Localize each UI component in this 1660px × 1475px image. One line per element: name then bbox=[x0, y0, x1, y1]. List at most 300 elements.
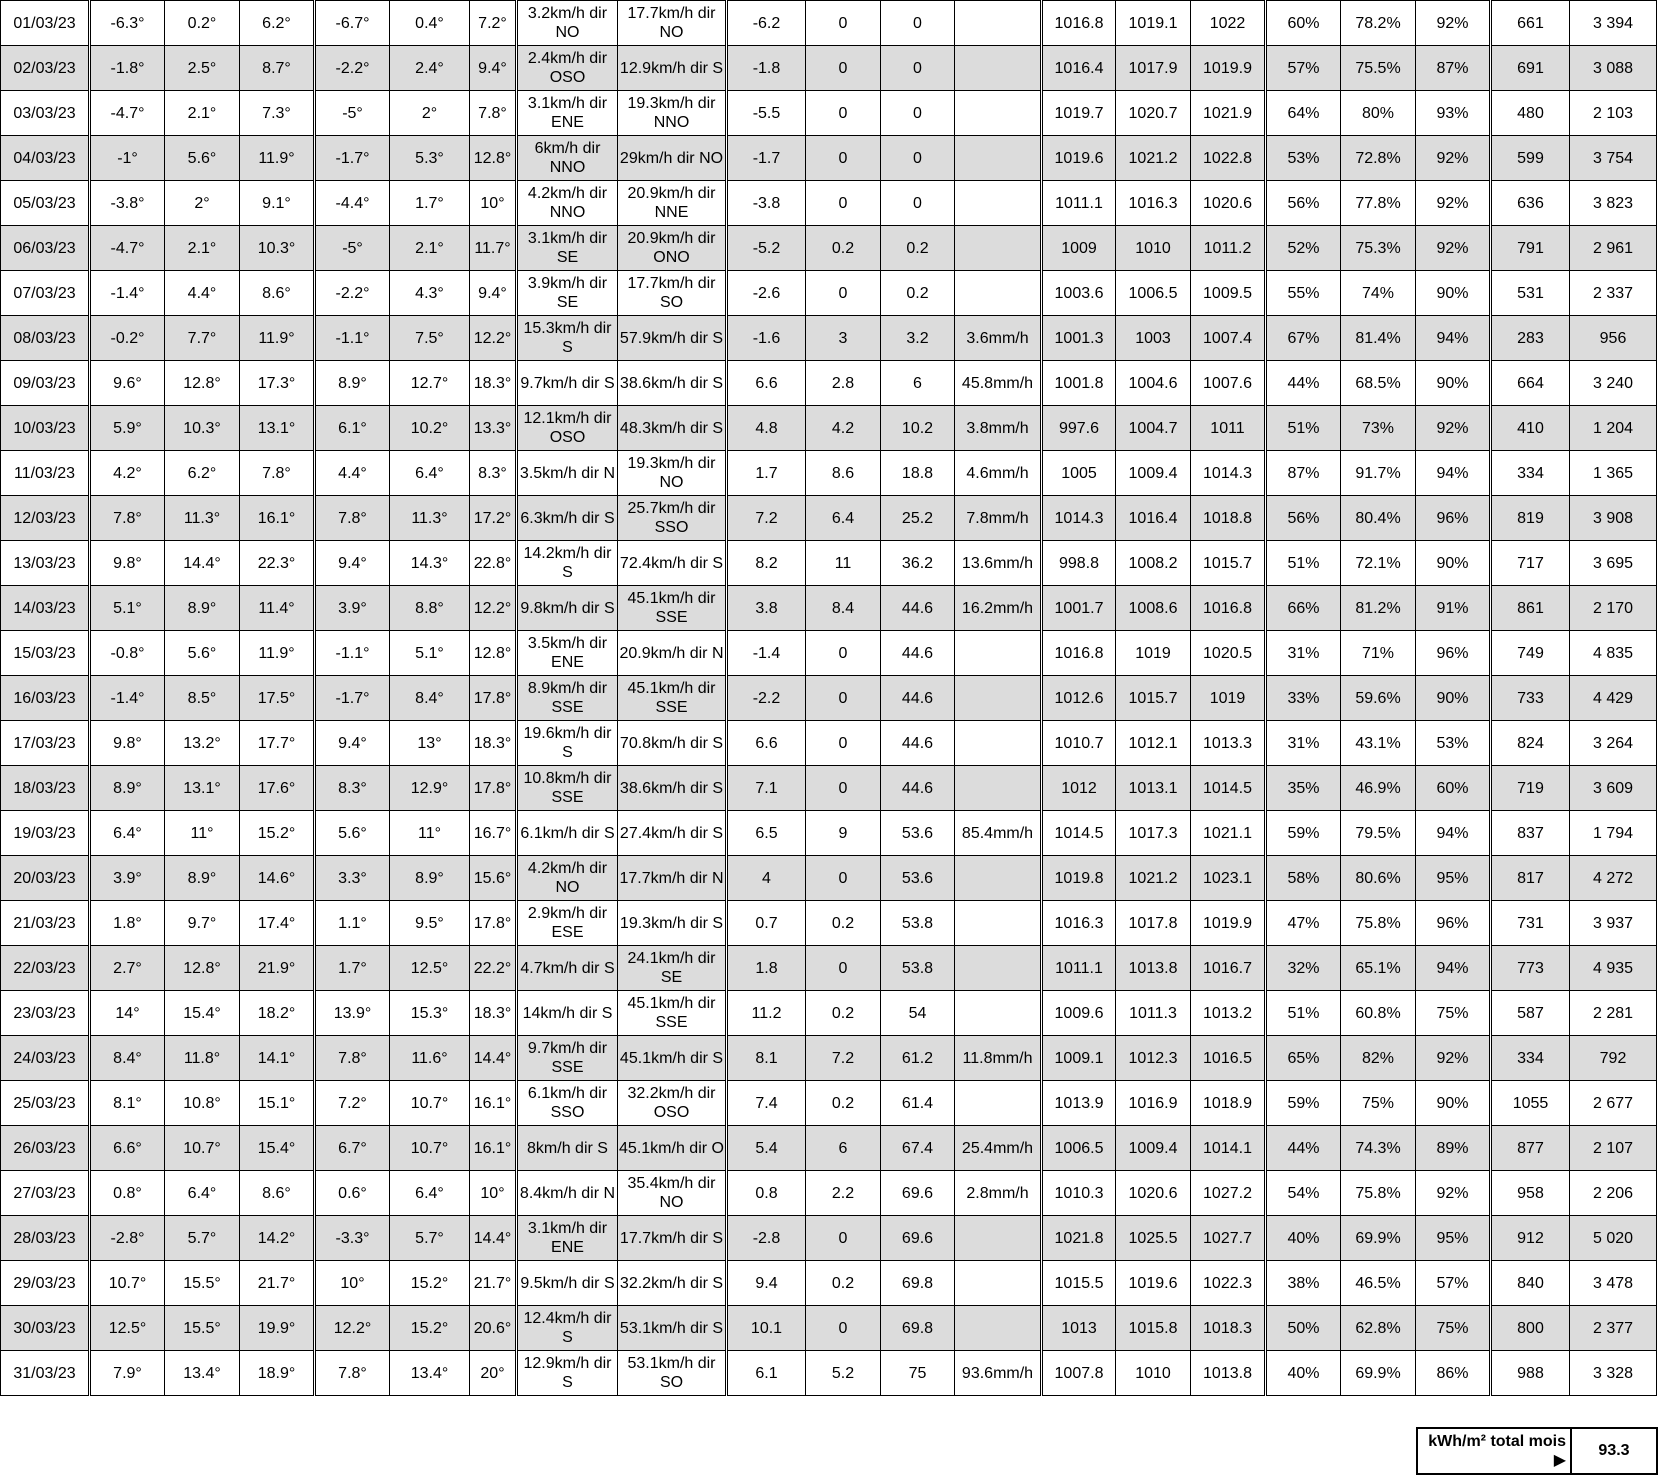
cell-rain_rate bbox=[955, 1306, 1042, 1351]
cell-solar_max: 988 bbox=[1491, 1351, 1570, 1396]
cell-dew_point: 8.2 bbox=[727, 541, 806, 586]
cell-solar_max: 531 bbox=[1491, 271, 1570, 316]
cell-rain_day: 8.6 bbox=[806, 451, 881, 496]
cell-temp_min: -3.8° bbox=[90, 181, 165, 226]
cell-temp_max: 8.6° bbox=[240, 271, 315, 316]
cell-hum_avg: 81.4% bbox=[1341, 316, 1416, 361]
cell-feel_max: 22.2° bbox=[470, 946, 517, 991]
cell-press_avg: 1009.4 bbox=[1116, 1126, 1191, 1171]
cell-hum_max: 93% bbox=[1416, 91, 1491, 136]
cell-feel_max: 9.4° bbox=[470, 46, 517, 91]
cell-date: 07/03/23 bbox=[1, 271, 90, 316]
cell-press_min: 1019.8 bbox=[1042, 856, 1116, 901]
cell-feel_min: -5° bbox=[315, 226, 390, 271]
cell-rain_day: 0 bbox=[806, 631, 881, 676]
cell-feel_min: -3.3° bbox=[315, 1216, 390, 1261]
cell-dew_point: 7.1 bbox=[727, 766, 806, 811]
cell-date: 23/03/23 bbox=[1, 991, 90, 1036]
cell-press_min: 1016.4 bbox=[1042, 46, 1116, 91]
cell-wind_avg: 4.2km/h dir NNO bbox=[517, 181, 618, 226]
cell-hum_max: 92% bbox=[1416, 406, 1491, 451]
cell-temp_max: 18.9° bbox=[240, 1351, 315, 1396]
cell-press_max: 1015.7 bbox=[1191, 541, 1266, 586]
table-row bbox=[1, 1, 1657, 46]
cell-hum_min: 51% bbox=[1266, 541, 1341, 586]
cell-hum_avg: 72.8% bbox=[1341, 136, 1416, 181]
cell-temp_min: 6.4° bbox=[90, 811, 165, 856]
cell-wind_avg: 3.5km/h dir N bbox=[517, 451, 618, 496]
cell-hum_avg: 60.8% bbox=[1341, 991, 1416, 1036]
cell-rain_rate bbox=[955, 136, 1042, 181]
cell-wind_gust: 17.7km/h dir SO bbox=[618, 271, 727, 316]
cell-dew_point: 11.2 bbox=[727, 991, 806, 1036]
cell-date: 13/03/23 bbox=[1, 541, 90, 586]
cell-solar_total: 2 677 bbox=[1570, 1081, 1657, 1126]
cell-date: 14/03/23 bbox=[1, 586, 90, 631]
cell-hum_min: 87% bbox=[1266, 451, 1341, 496]
cell-dew_point: -5.2 bbox=[727, 226, 806, 271]
cell-rain_rate: 7.8mm/h bbox=[955, 496, 1042, 541]
cell-rain_cum: 18.8 bbox=[881, 451, 955, 496]
cell-rain_cum: 69.8 bbox=[881, 1261, 955, 1306]
cell-temp_avg: 6.2° bbox=[165, 451, 240, 496]
cell-rain_day: 0 bbox=[806, 676, 881, 721]
cell-temp_min: 14° bbox=[90, 991, 165, 1036]
cell-solar_total: 3 264 bbox=[1570, 721, 1657, 766]
cell-temp_min: 8.1° bbox=[90, 1081, 165, 1126]
cell-hum_min: 55% bbox=[1266, 271, 1341, 316]
cell-hum_min: 66% bbox=[1266, 586, 1341, 631]
cell-feel_min: -1.7° bbox=[315, 136, 390, 181]
cell-hum_max: 95% bbox=[1416, 856, 1491, 901]
cell-temp_avg: 14.4° bbox=[165, 541, 240, 586]
cell-hum_avg: 62.8% bbox=[1341, 1306, 1416, 1351]
cell-press_avg: 1008.2 bbox=[1116, 541, 1191, 586]
cell-hum_max: 92% bbox=[1416, 1, 1491, 46]
cell-feel_max: 16.1° bbox=[470, 1081, 517, 1126]
cell-feel_min: 1.1° bbox=[315, 901, 390, 946]
cell-feel_min: -1.1° bbox=[315, 316, 390, 361]
cell-rain_day: 5.2 bbox=[806, 1351, 881, 1396]
cell-solar_max: 283 bbox=[1491, 316, 1570, 361]
cell-solar_total: 3 908 bbox=[1570, 496, 1657, 541]
cell-press_max: 1018.8 bbox=[1191, 496, 1266, 541]
cell-rain_cum: 44.6 bbox=[881, 676, 955, 721]
cell-feel_avg: 12.7° bbox=[390, 361, 470, 406]
cell-press_avg: 1012.1 bbox=[1116, 721, 1191, 766]
cell-rain_cum: 3.2 bbox=[881, 316, 955, 361]
cell-temp_min: 5.1° bbox=[90, 586, 165, 631]
cell-rain_day: 0 bbox=[806, 181, 881, 226]
cell-rain_rate bbox=[955, 856, 1042, 901]
table-row bbox=[1, 991, 1657, 1036]
cell-date: 30/03/23 bbox=[1, 1306, 90, 1351]
cell-rain_day: 2.8 bbox=[806, 361, 881, 406]
cell-rain_day: 0 bbox=[806, 946, 881, 991]
cell-press_max: 1020.5 bbox=[1191, 631, 1266, 676]
cell-hum_max: 96% bbox=[1416, 901, 1491, 946]
cell-solar_max: 334 bbox=[1491, 1036, 1570, 1081]
cell-feel_min: 6.7° bbox=[315, 1126, 390, 1171]
cell-dew_point: 1.7 bbox=[727, 451, 806, 496]
cell-temp_avg: 12.8° bbox=[165, 946, 240, 991]
cell-solar_total: 2 961 bbox=[1570, 226, 1657, 271]
cell-rain_rate: 11.8mm/h bbox=[955, 1036, 1042, 1081]
cell-temp_max: 17.7° bbox=[240, 721, 315, 766]
cell-hum_max: 96% bbox=[1416, 631, 1491, 676]
cell-rain_rate: 93.6mm/h bbox=[955, 1351, 1042, 1396]
cell-press_min: 1016.8 bbox=[1042, 1, 1116, 46]
cell-temp_min: 5.9° bbox=[90, 406, 165, 451]
cell-hum_avg: 46.9% bbox=[1341, 766, 1416, 811]
table-row bbox=[1, 181, 1657, 226]
cell-rain_cum: 0 bbox=[881, 91, 955, 136]
cell-rain_cum: 0 bbox=[881, 1, 955, 46]
cell-rain_day: 0 bbox=[806, 136, 881, 181]
cell-dew_point: 6.5 bbox=[727, 811, 806, 856]
cell-dew_point: -3.8 bbox=[727, 181, 806, 226]
cell-date: 04/03/23 bbox=[1, 136, 90, 181]
cell-feel_min: -6.7° bbox=[315, 1, 390, 46]
cell-solar_max: 958 bbox=[1491, 1171, 1570, 1216]
cell-press_min: 1005 bbox=[1042, 451, 1116, 496]
cell-temp_max: 11.9° bbox=[240, 136, 315, 181]
cell-solar_max: 719 bbox=[1491, 766, 1570, 811]
cell-hum_min: 60% bbox=[1266, 1, 1341, 46]
summary-label: kWh/m² total mois bbox=[1428, 1433, 1566, 1450]
cell-wind_gust: 38.6km/h dir S bbox=[618, 361, 727, 406]
cell-wind_avg: 3.1km/h dir ENE bbox=[517, 1216, 618, 1261]
cell-rain_cum: 0.2 bbox=[881, 226, 955, 271]
cell-temp_avg: 2.1° bbox=[165, 226, 240, 271]
cell-feel_avg: 15.3° bbox=[390, 991, 470, 1036]
cell-press_max: 1014.5 bbox=[1191, 766, 1266, 811]
cell-wind_avg: 3.2km/h dir NO bbox=[517, 1, 618, 46]
cell-rain_rate bbox=[955, 1081, 1042, 1126]
cell-temp_min: 9.6° bbox=[90, 361, 165, 406]
cell-temp_max: 13.1° bbox=[240, 406, 315, 451]
cell-hum_max: 87% bbox=[1416, 46, 1491, 91]
cell-rain_rate bbox=[955, 901, 1042, 946]
cell-hum_min: 54% bbox=[1266, 1171, 1341, 1216]
cell-wind_avg: 10.8km/h dir SSE bbox=[517, 766, 618, 811]
cell-rain_day: 0.2 bbox=[806, 1081, 881, 1126]
cell-feel_max: 9.4° bbox=[470, 271, 517, 316]
cell-temp_avg: 2.1° bbox=[165, 91, 240, 136]
cell-feel_min: 1.7° bbox=[315, 946, 390, 991]
cell-date: 01/03/23 bbox=[1, 1, 90, 46]
cell-rain_rate bbox=[955, 766, 1042, 811]
cell-hum_min: 31% bbox=[1266, 721, 1341, 766]
cell-press_avg: 1019.1 bbox=[1116, 1, 1191, 46]
cell-rain_day: 0.2 bbox=[806, 991, 881, 1036]
cell-temp_min: -1.4° bbox=[90, 676, 165, 721]
cell-press_max: 1022.8 bbox=[1191, 136, 1266, 181]
cell-solar_max: 661 bbox=[1491, 1, 1570, 46]
cell-wind_gust: 20.9km/h dir NNE bbox=[618, 181, 727, 226]
cell-temp_max: 11.9° bbox=[240, 316, 315, 361]
cell-rain_cum: 69.6 bbox=[881, 1216, 955, 1261]
cell-wind_gust: 24.1km/h dir SE bbox=[618, 946, 727, 991]
cell-date: 09/03/23 bbox=[1, 361, 90, 406]
cell-wind_gust: 45.1km/h dir SSE bbox=[618, 676, 727, 721]
cell-solar_max: 664 bbox=[1491, 361, 1570, 406]
cell-hum_avg: 43.1% bbox=[1341, 721, 1416, 766]
cell-hum_min: 32% bbox=[1266, 946, 1341, 991]
cell-hum_avg: 80.6% bbox=[1341, 856, 1416, 901]
cell-hum_avg: 78.2% bbox=[1341, 1, 1416, 46]
table-row bbox=[1, 136, 1657, 181]
cell-hum_avg: 82% bbox=[1341, 1036, 1416, 1081]
cell-feel_min: 13.9° bbox=[315, 991, 390, 1036]
cell-temp_min: -1.4° bbox=[90, 271, 165, 316]
cell-temp_max: 17.5° bbox=[240, 676, 315, 721]
cell-solar_max: 334 bbox=[1491, 451, 1570, 496]
cell-temp_max: 16.1° bbox=[240, 496, 315, 541]
cell-feel_max: 16.7° bbox=[470, 811, 517, 856]
cell-feel_min: 5.6° bbox=[315, 811, 390, 856]
cell-hum_min: 44% bbox=[1266, 1126, 1341, 1171]
cell-wind_gust: 45.1km/h dir SSE bbox=[618, 991, 727, 1036]
cell-hum_max: 92% bbox=[1416, 181, 1491, 226]
cell-press_max: 1011 bbox=[1191, 406, 1266, 451]
cell-feel_avg: 0.4° bbox=[390, 1, 470, 46]
cell-press_min: 1001.8 bbox=[1042, 361, 1116, 406]
cell-temp_max: 21.9° bbox=[240, 946, 315, 991]
cell-hum_min: 33% bbox=[1266, 676, 1341, 721]
cell-wind_gust: 32.2km/h dir OSO bbox=[618, 1081, 727, 1126]
cell-dew_point: 8.1 bbox=[727, 1036, 806, 1081]
cell-feel_max: 7.8° bbox=[470, 91, 517, 136]
table-row bbox=[1, 721, 1657, 766]
cell-wind_avg: 8km/h dir S bbox=[517, 1126, 618, 1171]
cell-press_max: 1027.2 bbox=[1191, 1171, 1266, 1216]
cell-temp_max: 11.4° bbox=[240, 586, 315, 631]
cell-hum_min: 31% bbox=[1266, 631, 1341, 676]
cell-feel_max: 20.6° bbox=[470, 1306, 517, 1351]
cell-hum_avg: 59.6% bbox=[1341, 676, 1416, 721]
cell-press_min: 1014.5 bbox=[1042, 811, 1116, 856]
cell-press_max: 1016.8 bbox=[1191, 586, 1266, 631]
table-row bbox=[1, 271, 1657, 316]
table-row bbox=[1, 586, 1657, 631]
cell-rain_rate bbox=[955, 1216, 1042, 1261]
cell-temp_min: -4.7° bbox=[90, 226, 165, 271]
cell-temp_max: 7.8° bbox=[240, 451, 315, 496]
cell-solar_max: 824 bbox=[1491, 721, 1570, 766]
cell-hum_max: 92% bbox=[1416, 136, 1491, 181]
cell-rain_rate bbox=[955, 46, 1042, 91]
cell-wind_gust: 19.3km/h dir NNO bbox=[618, 91, 727, 136]
cell-hum_min: 40% bbox=[1266, 1216, 1341, 1261]
cell-solar_total: 4 429 bbox=[1570, 676, 1657, 721]
cell-temp_avg: 7.7° bbox=[165, 316, 240, 361]
cell-rain_rate: 3.6mm/h bbox=[955, 316, 1042, 361]
cell-date: 27/03/23 bbox=[1, 1171, 90, 1216]
cell-date: 18/03/23 bbox=[1, 766, 90, 811]
table-row bbox=[1, 1036, 1657, 1081]
cell-feel_max: 10° bbox=[470, 1171, 517, 1216]
cell-solar_total: 956 bbox=[1570, 316, 1657, 361]
cell-dew_point: 0.7 bbox=[727, 901, 806, 946]
cell-temp_min: 12.5° bbox=[90, 1306, 165, 1351]
cell-wind_gust: 48.3km/h dir S bbox=[618, 406, 727, 451]
cell-dew_point: 0.8 bbox=[727, 1171, 806, 1216]
cell-press_max: 1019 bbox=[1191, 676, 1266, 721]
cell-dew_point: 6.6 bbox=[727, 721, 806, 766]
cell-press_avg: 1019 bbox=[1116, 631, 1191, 676]
cell-temp_avg: 10.3° bbox=[165, 406, 240, 451]
cell-hum_avg: 74.3% bbox=[1341, 1126, 1416, 1171]
cell-press_min: 1011.1 bbox=[1042, 946, 1116, 991]
cell-solar_total: 2 206 bbox=[1570, 1171, 1657, 1216]
cell-hum_max: 96% bbox=[1416, 496, 1491, 541]
cell-wind_avg: 3.9km/h dir SE bbox=[517, 271, 618, 316]
cell-hum_max: 75% bbox=[1416, 991, 1491, 1036]
cell-wind_avg: 3.1km/h dir SE bbox=[517, 226, 618, 271]
table-row bbox=[1, 496, 1657, 541]
cell-temp_avg: 2.5° bbox=[165, 46, 240, 91]
cell-rain_rate: 13.6mm/h bbox=[955, 541, 1042, 586]
cell-dew_point: 6.1 bbox=[727, 1351, 806, 1396]
cell-feel_avg: 5.7° bbox=[390, 1216, 470, 1261]
cell-hum_avg: 46.5% bbox=[1341, 1261, 1416, 1306]
cell-rain_day: 0 bbox=[806, 766, 881, 811]
cell-feel_avg: 11° bbox=[390, 811, 470, 856]
cell-feel_max: 17.2° bbox=[470, 496, 517, 541]
cell-press_avg: 1004.7 bbox=[1116, 406, 1191, 451]
cell-rain_rate bbox=[955, 1, 1042, 46]
cell-wind_avg: 9.7km/h dir SSE bbox=[517, 1036, 618, 1081]
cell-date: 25/03/23 bbox=[1, 1081, 90, 1126]
cell-press_max: 1020.6 bbox=[1191, 181, 1266, 226]
cell-feel_avg: 4.3° bbox=[390, 271, 470, 316]
cell-rain_cum: 10.2 bbox=[881, 406, 955, 451]
cell-hum_min: 56% bbox=[1266, 181, 1341, 226]
cell-wind_avg: 8.9km/h dir SSE bbox=[517, 676, 618, 721]
table-row bbox=[1, 1216, 1657, 1261]
cell-hum_max: 90% bbox=[1416, 271, 1491, 316]
cell-wind_gust: 38.6km/h dir S bbox=[618, 766, 727, 811]
cell-hum_min: 38% bbox=[1266, 1261, 1341, 1306]
cell-temp_avg: 12.8° bbox=[165, 361, 240, 406]
cell-solar_total: 792 bbox=[1570, 1036, 1657, 1081]
cell-temp_avg: 15.5° bbox=[165, 1306, 240, 1351]
cell-solar_max: 410 bbox=[1491, 406, 1570, 451]
cell-temp_min: -1.8° bbox=[90, 46, 165, 91]
cell-temp_avg: 10.7° bbox=[165, 1126, 240, 1171]
cell-press_avg: 1003 bbox=[1116, 316, 1191, 361]
cell-press_avg: 1021.2 bbox=[1116, 856, 1191, 901]
cell-press_avg: 1010 bbox=[1116, 1351, 1191, 1396]
cell-rain_rate: 25.4mm/h bbox=[955, 1126, 1042, 1171]
cell-press_min: 1016.3 bbox=[1042, 901, 1116, 946]
cell-feel_max: 12.8° bbox=[470, 631, 517, 676]
monthly-summary bbox=[1416, 1427, 1658, 1475]
cell-wind_avg: 19.6km/h dir S bbox=[517, 721, 618, 766]
cell-temp_min: 7.9° bbox=[90, 1351, 165, 1396]
cell-rain_rate: 16.2mm/h bbox=[955, 586, 1042, 631]
cell-dew_point: -1.6 bbox=[727, 316, 806, 361]
cell-solar_total: 3 478 bbox=[1570, 1261, 1657, 1306]
cell-feel_avg: 6.4° bbox=[390, 1171, 470, 1216]
cell-feel_avg: 13.4° bbox=[390, 1351, 470, 1396]
cell-press_min: 1007.8 bbox=[1042, 1351, 1116, 1396]
cell-feel_max: 20° bbox=[470, 1351, 517, 1396]
cell-feel_avg: 11.3° bbox=[390, 496, 470, 541]
cell-press_avg: 1008.6 bbox=[1116, 586, 1191, 631]
cell-hum_avg: 91.7% bbox=[1341, 451, 1416, 496]
cell-rain_rate bbox=[955, 721, 1042, 766]
cell-wind_avg: 15.3km/h dir S bbox=[517, 316, 618, 361]
cell-hum_max: 94% bbox=[1416, 316, 1491, 361]
cell-press_max: 1022 bbox=[1191, 1, 1266, 46]
cell-date: 19/03/23 bbox=[1, 811, 90, 856]
cell-wind_gust: 12.9km/h dir S bbox=[618, 46, 727, 91]
cell-hum_min: 40% bbox=[1266, 1351, 1341, 1396]
cell-hum_avg: 80.4% bbox=[1341, 496, 1416, 541]
cell-rain_day: 6 bbox=[806, 1126, 881, 1171]
cell-rain_cum: 44.6 bbox=[881, 721, 955, 766]
cell-hum_max: 90% bbox=[1416, 541, 1491, 586]
cell-feel_max: 17.8° bbox=[470, 676, 517, 721]
cell-hum_min: 51% bbox=[1266, 991, 1341, 1036]
cell-press_min: 1009 bbox=[1042, 226, 1116, 271]
cell-solar_total: 3 088 bbox=[1570, 46, 1657, 91]
cell-temp_min: 3.9° bbox=[90, 856, 165, 901]
cell-press_max: 1021.9 bbox=[1191, 91, 1266, 136]
cell-press_avg: 1015.7 bbox=[1116, 676, 1191, 721]
cell-feel_avg: 2.1° bbox=[390, 226, 470, 271]
cell-wind_avg: 9.8km/h dir S bbox=[517, 586, 618, 631]
cell-rain_day: 0 bbox=[806, 1306, 881, 1351]
cell-press_min: 1016.8 bbox=[1042, 631, 1116, 676]
cell-hum_min: 52% bbox=[1266, 226, 1341, 271]
cell-feel_max: 8.3° bbox=[470, 451, 517, 496]
cell-wind_gust: 53.1km/h dir SO bbox=[618, 1351, 727, 1396]
table-row bbox=[1, 1351, 1657, 1396]
cell-rain_cum: 53.6 bbox=[881, 811, 955, 856]
cell-solar_total: 2 281 bbox=[1570, 991, 1657, 1036]
cell-temp_min: -1° bbox=[90, 136, 165, 181]
cell-temp_avg: 5.6° bbox=[165, 136, 240, 181]
cell-temp_min: 2.7° bbox=[90, 946, 165, 991]
cell-rain_cum: 69.6 bbox=[881, 1171, 955, 1216]
cell-wind_gust: 17.7km/h dir N bbox=[618, 856, 727, 901]
cell-dew_point: 5.4 bbox=[727, 1126, 806, 1171]
cell-dew_point: 4.8 bbox=[727, 406, 806, 451]
cell-press_max: 1018.3 bbox=[1191, 1306, 1266, 1351]
cell-temp_max: 14.6° bbox=[240, 856, 315, 901]
cell-press_min: 1019.6 bbox=[1042, 136, 1116, 181]
cell-dew_point: 7.2 bbox=[727, 496, 806, 541]
cell-press_min: 1010.7 bbox=[1042, 721, 1116, 766]
cell-press_max: 1007.4 bbox=[1191, 316, 1266, 361]
cell-press_max: 1014.3 bbox=[1191, 451, 1266, 496]
cell-rain_rate bbox=[955, 91, 1042, 136]
cell-hum_min: 59% bbox=[1266, 811, 1341, 856]
cell-feel_min: 9.4° bbox=[315, 541, 390, 586]
cell-press_min: 1009.1 bbox=[1042, 1036, 1116, 1081]
cell-solar_max: 1055 bbox=[1491, 1081, 1570, 1126]
cell-feel_avg: 8.4° bbox=[390, 676, 470, 721]
cell-press_avg: 1004.6 bbox=[1116, 361, 1191, 406]
cell-date: 29/03/23 bbox=[1, 1261, 90, 1306]
cell-feel_avg: 8.8° bbox=[390, 586, 470, 631]
cell-press_avg: 1009.4 bbox=[1116, 451, 1191, 496]
cell-press_min: 998.8 bbox=[1042, 541, 1116, 586]
cell-hum_max: 92% bbox=[1416, 1036, 1491, 1081]
